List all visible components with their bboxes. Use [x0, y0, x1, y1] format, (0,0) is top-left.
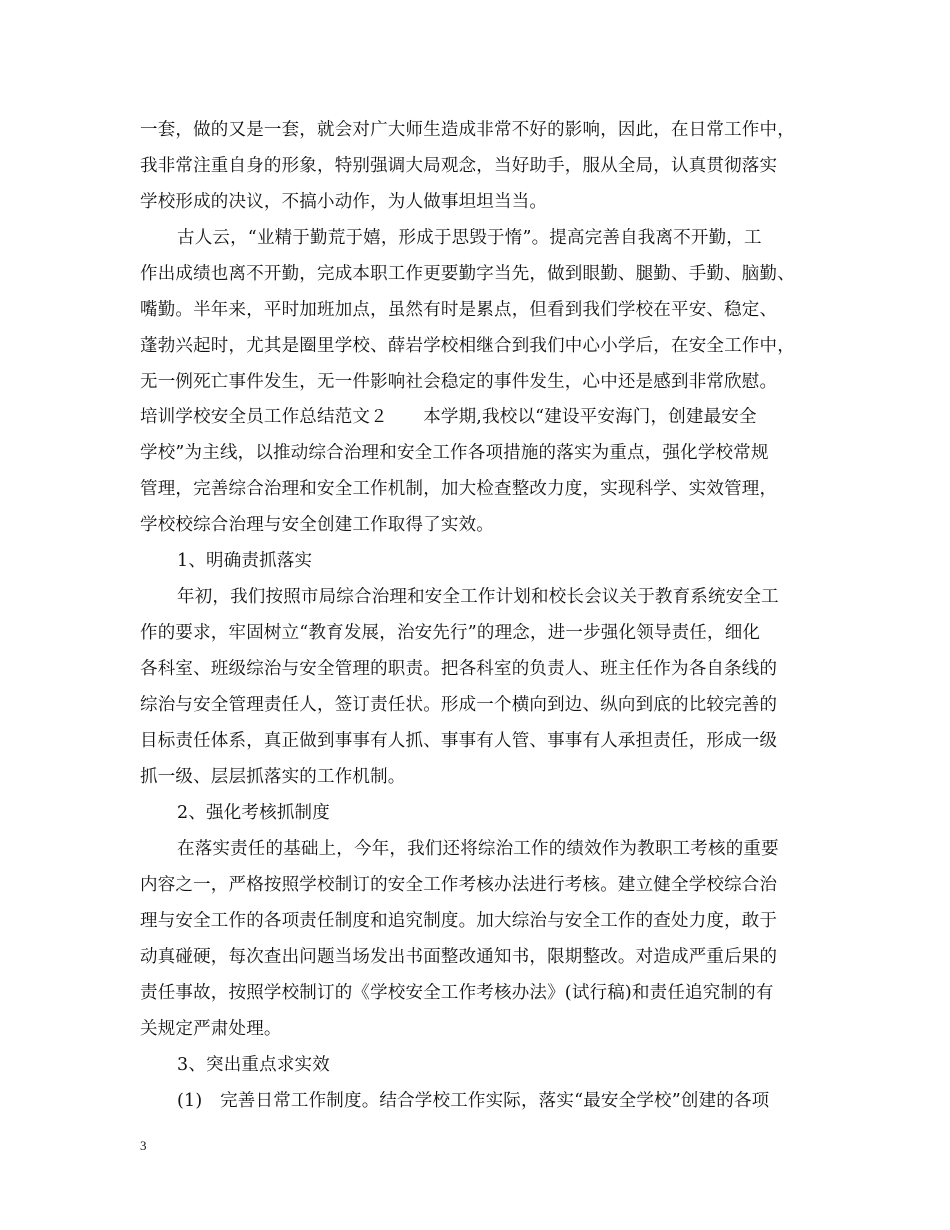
text-line: 学校校综合治理与安全创建工作取得了实效。: [140, 515, 494, 535]
page-number: 3: [140, 1138, 147, 1153]
text-line: (1) 完善日常工作制度。结合学校工作实际，落实“最安全学校”创建的各项: [177, 1091, 770, 1111]
text-line: 年初，我们按照市局综合治理和安全工作计划和校长会议关于教育系统安全工: [177, 587, 779, 607]
section-heading: 2、强化考核抓制度: [177, 803, 330, 823]
text-line: 抓一级、层层抓落实的工作机制。: [140, 767, 406, 787]
text-line: 理与安全工作的各项责任制度和追究制度。加大综治与安全工作的查处力度，敢于: [140, 911, 778, 931]
text-line: 一套，做的又是一套，就会对广大师生造成非常不好的影响，因此，在日常工作中，: [140, 120, 795, 140]
text-line: 古人云，“业精于勤荒于嬉，形成于思毁于惰”。提高完善自我离不开勤，工: [177, 228, 762, 248]
text-line: 管理，完善综合治理和安全工作机制，加大检查整改力度，实现科学、实效管理，: [140, 479, 778, 499]
text-line: 我非常注重自身的形象，特别强调大局观念，当好助手，服从全局，认真贯彻落实: [140, 156, 778, 176]
text-line: 综治与安全管理责任人，签订责任状。形成一个横向到边、纵向到底的比较完善的: [140, 695, 778, 715]
text-line: 学校”为主线，以推动综合治理和安全工作各项措施的落实为重点，强化学校常规: [140, 443, 769, 463]
text-line: 在落实责任的基础上，今年，我们还将综治工作的绩效作为教职工考核的重要: [177, 839, 779, 859]
text-line: 内容之一，严格按照学校制订的安全工作考核办法进行考核。建立健全学校综合治: [140, 875, 778, 895]
text-line: 各科室、班级综治与安全管理的职责。把各科室的负责人、班主任作为各自条线的: [140, 659, 778, 679]
text-line: 责任事故，按照学校制订的《学校安全工作考核办法》(试行稿)和责任追究制的有: [140, 983, 774, 1003]
text-line: 无一例死亡事件发生，无一件影响社会稳定的事件发生，心中还是感到非常欣慰。: [140, 372, 778, 392]
text-line: 嘴勤。半年来，平时加班加点，虽然有时是累点，但看到我们学校在平安、稳定、: [140, 300, 778, 320]
text-line: 培训学校安全员工作总结范文２ 本学期,我校以“建设平安海门，创建最安全: [140, 407, 757, 427]
section-heading: 3、突出重点求实效: [177, 1055, 330, 1075]
text-line: 关规定严肃处理。: [140, 1019, 282, 1039]
text-line: 目标责任体系，真正做到事事有人抓、事事有人管、事事有人承担责任，形成一级: [140, 731, 778, 751]
text-line: 动真碰硬，每次查出问题当场发出书面整改通知书，限期整改。对造成严重后果的: [140, 947, 778, 967]
text-line: 学校形成的决议，不搞小动作，为人做事坦坦当当。: [140, 192, 548, 212]
text-line: 蓬勃兴起时，尤其是圈里学校、薛岩学校相继合到我们中心小学后，在安全工作中，: [140, 336, 795, 356]
text-line: 作的要求，牢固树立“教育发展，治安先行”的理念，进一步强化领导责任，细化: [140, 623, 761, 643]
section-heading: 1、明确责抓落实: [177, 551, 313, 571]
text-line: 作出成绩也离不开勤，完成本职工作更要勤字当先，做到眼勤、腿勤、手勤、脑勤、: [140, 264, 795, 284]
